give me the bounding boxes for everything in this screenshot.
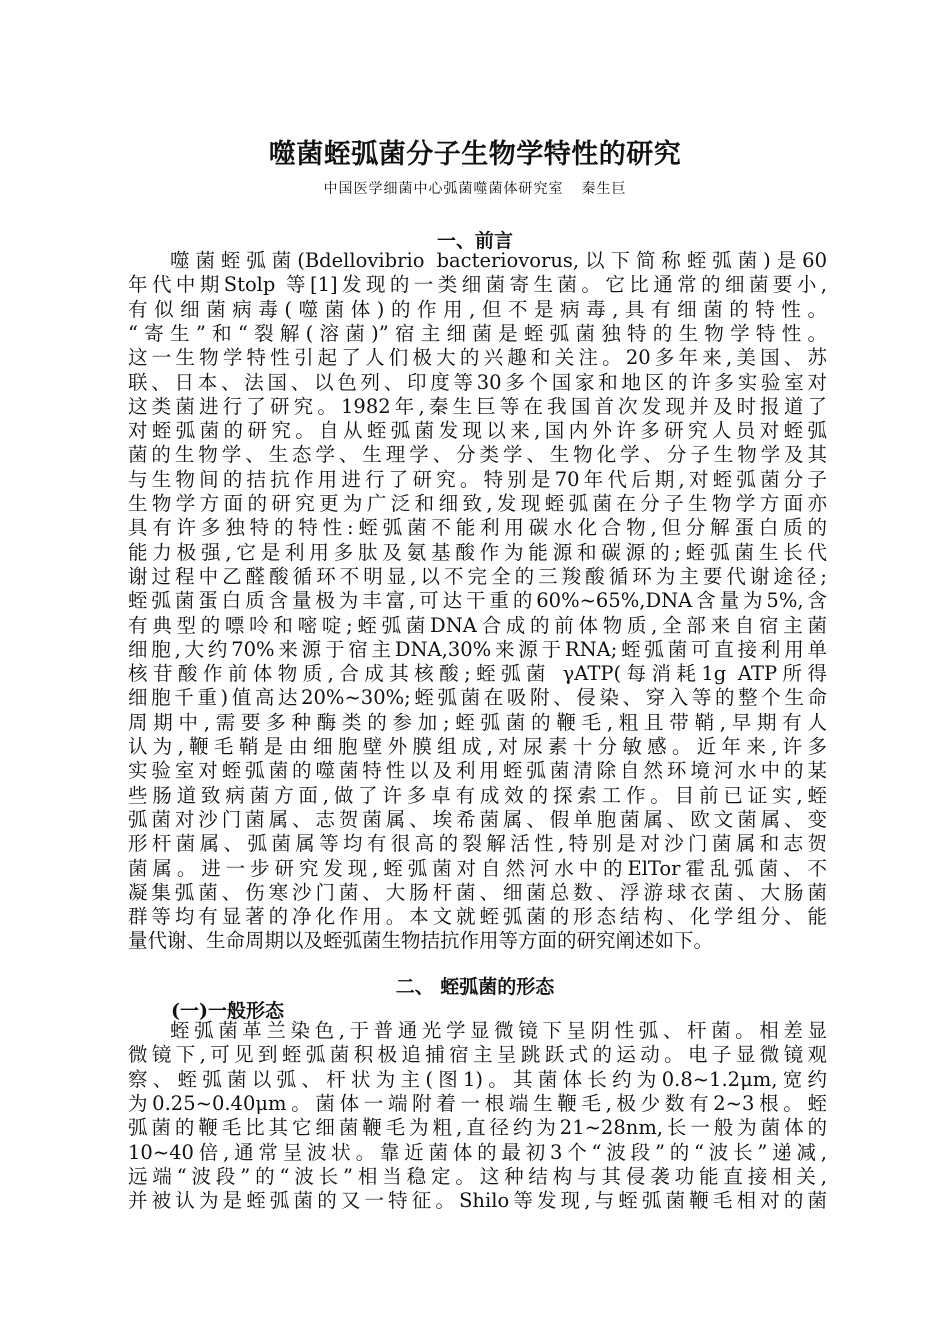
- paragraph-line: 察、蛭弧菌以弧、杆状为主(图1)。其菌体长约为0.8~1.2μm,宽约: [128, 1067, 827, 1091]
- subsection-heading-general-morphology: (一)一般形态: [171, 1000, 284, 1022]
- paragraph-line: 蛭弧菌革兰染色,于普通光学显微镜下呈阴性弧、杆菌。相差显: [170, 1019, 827, 1042]
- paragraph-line: 形杆菌属、弧菌属等均有很高的裂解活性,特别是对沙门菌属和志贺: [128, 832, 827, 856]
- paragraph-line: 细胞千重)值高达20%~30%;蛭弧菌在吸附、侵染、穿入等的整个生命: [128, 686, 827, 710]
- section-heading-morphology: 二、 蛭弧菌的形态: [395, 976, 555, 998]
- paragraph-line: 远端“波段”的“波长”相当稳定。这种结构与其侵袭功能直接相关,: [128, 1164, 827, 1188]
- document-title: 噬菌蛭弧菌分子生物学特性的研究: [268, 139, 682, 170]
- paragraph-line: 些肠道致病菌方面,做了许多卓有成效的探索工作。目前已证实,蛭: [128, 783, 827, 807]
- paragraph-line: 核苷酸作前体物质,合成其核酸;蛭弧菌 γATP(每消耗1g ATP所得: [128, 662, 827, 686]
- paragraph-line: 这类菌进行了研究。1982年,秦生巨等在我国首次发现并及时报道了: [128, 394, 827, 418]
- paragraph-line: 具有许多独特的特性:蛭弧菌不能利用碳水化合物,但分解蛋白质的: [128, 516, 827, 540]
- paragraph-line: 能力极强,它是利用多肽及氨基酸作为能源和碳源的;蛭弧菌生长代: [128, 540, 827, 564]
- paragraph-line: 10~40倍,通常呈波状。靠近菌体的最初3个“波段”的“波长”递减,: [128, 1140, 827, 1164]
- paragraph-line: 弧菌对沙门菌属、志贺菌属、埃希菌属、假单胞菌属、欧文菌属、变: [128, 807, 827, 831]
- paragraph-line: 菌属。进一步研究发现,蛭弧菌对自然河水中的ElTor霍乱弧菌、不: [128, 856, 827, 880]
- paragraph-line: 联、日本、法国、以色列、印度等30多个国家和地区的许多实验室对: [128, 370, 827, 394]
- paragraph-line: 对蛭弧菌的研究。自从蛭弧菌发现以来,国内外许多研究人员对蛭弧: [128, 419, 827, 443]
- paragraph-line: 有典型的嘌呤和嘧啶;蛭弧菌DNA合成的前体物质,全部来自宿主菌: [128, 613, 827, 637]
- paragraph-line: 量代谢、生命周期以及蛭弧菌生物拮抗作用等方面的研究阐述如下。: [128, 929, 714, 953]
- paragraph-line: 群等均有显著的净化作用。本文就蛭弧菌的形态结构、化学组分、能: [128, 905, 827, 929]
- paragraph-line: 有似细菌病毒(噬菌体)的作用,但不是病毒,具有细菌的特性。: [128, 297, 827, 321]
- paragraph-line: 弧菌的鞭毛比其它细菌鞭毛为粗,直径约为21~28nm,长一般为菌体的: [128, 1116, 827, 1140]
- paragraph-line: 谢过程中乙醛酸循环不明显,以不完全的三羧酸循环为主要代谢途径;: [128, 564, 827, 588]
- section-heading-preface: 一、前言: [436, 230, 513, 252]
- paragraph-line: 年代中期Stolp 等[1]发现的一类细菌寄生菌。它比通常的细菌要小,: [128, 273, 827, 297]
- affiliation: 中国医学细菌中心弧菌噬菌体研究室: [323, 181, 564, 197]
- affiliation-line: [0, 178, 950, 198]
- paragraph-line: “寄生”和“裂解(溶菌)”宿主细菌是蛭弧菌独特的生物学特性。: [128, 321, 827, 345]
- paragraph-line: 微镜下,可见到蛭弧菌积极追捕宿主呈跳跃式的运动。电子显微镜观: [128, 1043, 827, 1067]
- paragraph-line: 生物学方面的研究更为广泛和细致,发现蛭弧菌在分子生物学方面亦: [128, 492, 827, 515]
- paragraph-line: 这一生物学特性引起了人们极大的兴趣和关注。20多年来,美国、苏: [128, 346, 827, 370]
- paragraph-line: 蛭弧菌蛋白质含量极为丰富,可达干重的60%~65%,DNA含量为5%,含: [128, 589, 827, 613]
- paragraph-line: 并被认为是蛭弧菌的又一特征。Shilo等发现,与蛭弧菌鞭毛相对的菌: [128, 1189, 827, 1213]
- paragraph-line: 细胞,大约70%来源于宿主DNA,30%来源于RNA;蛭弧菌可直接利用单: [128, 637, 827, 661]
- paragraph-line: 噬菌蛭弧菌(Bdellovibrio bacteriovorus,以下简称蛭弧菌)是60: [170, 249, 827, 272]
- paragraph-line: 菌的生物学、生态学、生理学、分类学、生物化学、分子生物学及其: [128, 443, 827, 467]
- paragraph-line: 周期中,需要多种酶类的参加;蛭弧菌的鞭毛,粗且带鞘,早期有人: [128, 710, 827, 734]
- paragraph-line: 与生物间的拮抗作用进行了研究。特别是70年代后期,对蛭弧菌分子: [128, 467, 827, 491]
- paragraph-line: 实验室对蛭弧菌的噬菌特性以及利用蛭弧菌清除自然环境河水中的某: [128, 759, 827, 783]
- paragraph-line: 为0.25~0.40μm。菌体一端附着一根端生鞭毛,极少数有2~3根。蛭: [128, 1091, 827, 1115]
- paragraph-line: 认为,鞭毛鞘是由细胞壁外膜组成,对尿素十分敏感。近年来,许多: [128, 735, 827, 758]
- paragraph-line: 凝集弧菌、伤寒沙门菌、大肠杆菌、细菌总数、浮游球衣菌、大肠菌: [128, 880, 827, 904]
- author: 秦生巨: [581, 181, 627, 197]
